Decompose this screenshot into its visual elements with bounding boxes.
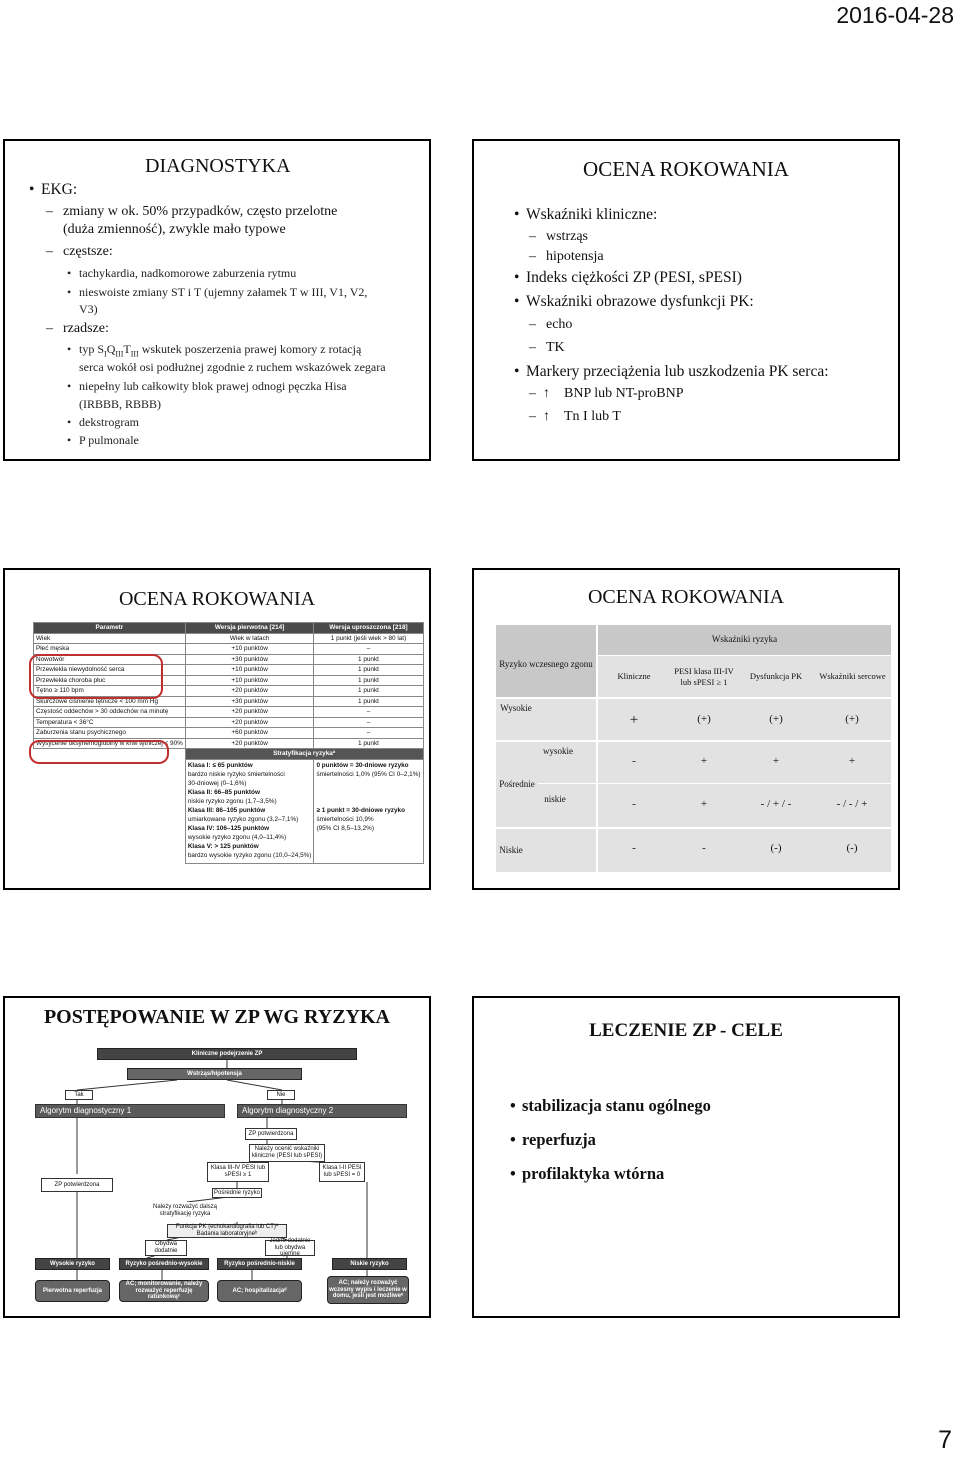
strat-line: Klasa I: ≤ 65 punktów bbox=[187, 761, 253, 769]
table-cell: Skurczowe ciśnienie tętnicze < 100 mm Hg bbox=[34, 696, 186, 707]
row-posrednie: Pośrednie bbox=[499, 778, 535, 789]
risk-value-cell: (-) bbox=[846, 842, 858, 855]
table-cell: Temperatura < 36°C bbox=[34, 717, 186, 728]
strat-line: 0 punktów = 30-dniowe ryzyko bbox=[316, 761, 409, 769]
risk-value-cell: - bbox=[632, 842, 636, 855]
strat-line: niskie ryzyko zgonu (1,7–3,5%) bbox=[187, 797, 277, 805]
box-posrednie: Pośrednie ryzyko bbox=[212, 1188, 262, 1198]
dash-item: – TK bbox=[546, 340, 565, 356]
treat-3: AC; hospitalizacjaᵈ bbox=[217, 1280, 302, 1302]
strat-line bbox=[316, 788, 420, 797]
table-cell: Nowotwór bbox=[34, 654, 186, 665]
risk-value-cell: + bbox=[772, 755, 780, 768]
treat-2: AC; monitorowanie, należy rozważyć reperfuzję ratunkowąᶜ bbox=[119, 1280, 209, 1302]
risk-table bbox=[496, 625, 891, 872]
table-cell: 1 punkt bbox=[314, 686, 423, 697]
table-cell: – bbox=[314, 728, 423, 739]
risk-value-cell: - / + / - bbox=[760, 798, 792, 811]
bullet-ekg: • EKG: bbox=[41, 181, 77, 199]
strat-line: bardzo wysokie ryzyko zgonu (10,0–24,5%) bbox=[187, 851, 312, 859]
bullet-item: • Wskaźniki obrazowe dysfunkcji PK: bbox=[526, 293, 754, 311]
box-nalezy-2: Należy rozważyć dalszą stratyfikację ryzyka bbox=[147, 1202, 223, 1220]
risk-value-cell: (+) bbox=[845, 713, 859, 726]
page-number: 7 bbox=[938, 1426, 952, 1454]
risk-value-cell: - bbox=[632, 798, 636, 811]
highlight-oval bbox=[29, 740, 169, 764]
bullet-item-cont: serca wokół osi podłużnej zgodnie z ruchem wskazówek zegara bbox=[79, 360, 386, 374]
treat-4: AC; należy rozważyć wczesny wypis i leczenie w domu, jeśli jest możliweᵉ bbox=[327, 1276, 409, 1304]
slide-title: DIAGNOSTYKA bbox=[145, 155, 291, 177]
slide-title: OCENA ROKOWANIA bbox=[587, 586, 785, 608]
table-row bbox=[34, 728, 424, 739]
box-zp-potwierdzona-2: ZP potwierdzona bbox=[41, 1178, 113, 1192]
risk-posrednio-niskie: Ryzyko pośrednio-niskie bbox=[217, 1258, 302, 1270]
bullet-item-cont: (IRBBB, RBBB) bbox=[79, 397, 162, 411]
slide-ocena-rokowania-2 bbox=[3, 568, 431, 890]
bullet-item: • tachykardia, nadkomorowe zaburzenia rytmu bbox=[79, 266, 296, 281]
table-row bbox=[34, 644, 424, 655]
risk-value-cell: + bbox=[629, 711, 639, 728]
header-ryzyko: Ryzyko wczesnego zgonu bbox=[496, 625, 596, 697]
slide-title: LECZENIE ZP - CELE bbox=[589, 1020, 783, 1041]
risk-wysokie: Wysokie ryzyko bbox=[35, 1258, 110, 1270]
strat-line: Klasa III: 86–105 punktów bbox=[187, 806, 266, 814]
risk-posrednio-wysokie: Ryzyko pośrednio-wysokie bbox=[119, 1258, 209, 1270]
table-header: Parametr bbox=[34, 623, 186, 634]
bullet-item: • niepełny lub całkowity blok prawej odnogi pęczka Hisa bbox=[79, 379, 347, 394]
table-cell: 1 punkt bbox=[314, 654, 423, 665]
bullet-item: • profilaktyka wtórna bbox=[522, 1164, 664, 1184]
risk-value-cell: (-) bbox=[770, 842, 782, 855]
table-cell: Wysycenie oksyhemoglobiny w krwi tętniczej < 90% bbox=[34, 738, 186, 749]
strat-left-cell bbox=[185, 759, 314, 863]
strat-line: wysokie ryzyko zgonu (4,0–11,4%) bbox=[187, 833, 287, 841]
table-cell: +30 punktów bbox=[185, 654, 314, 665]
strat-line bbox=[316, 797, 420, 806]
box-klasa-12: Klasa I-II PESI lub sPESI = 0 bbox=[319, 1162, 365, 1182]
strat-right bbox=[316, 761, 420, 833]
table-cell: Częstość oddechów > 30 oddechów na minutę bbox=[34, 707, 186, 718]
box-funkcja: Funkcja PK (echokardiografia lub CT)ª Badania laboratoryjneᵇ bbox=[167, 1224, 287, 1238]
slide-title: POSTĘPOWANIE W ZP WG RYZYKA bbox=[43, 1006, 391, 1028]
strat-line: śmiertelności 1,0% (95% CI 0–2,1%) bbox=[316, 770, 421, 778]
risk-niskie: Niskie ryzyko bbox=[332, 1258, 407, 1270]
table-cell: 1 punkt (jeśli wiek > 80 lat) bbox=[314, 633, 423, 644]
bullet-item-cont: V3) bbox=[79, 302, 98, 316]
slide-postepowanie bbox=[3, 996, 431, 1318]
risk-value-cell: (+) bbox=[769, 713, 783, 726]
bullet-item: • Indeks ciężkości ZP (PESI, sPESI) bbox=[526, 269, 742, 287]
table-row bbox=[34, 707, 424, 718]
col-kliniczne: Kliniczne bbox=[617, 671, 651, 682]
col-sercowe: Wskaźniki sercowe bbox=[819, 671, 886, 682]
bullet-item: • P pulmonale bbox=[79, 433, 139, 448]
table-cell: +20 punktów bbox=[185, 738, 314, 749]
header-wskazniki: Wskaźniki ryzyka bbox=[598, 625, 891, 655]
slide-title: OCENA ROKOWANIA bbox=[583, 157, 789, 181]
table-row bbox=[34, 717, 424, 728]
table-cell: Tętno ≥ 110 bpm bbox=[34, 686, 186, 697]
strat-line: umiarkowane ryzyko zgonu (3,2–7,1%) bbox=[187, 815, 299, 823]
col-pesi: PESI klasa III-IV lub sPESI ≥ 1 bbox=[674, 665, 734, 687]
table-cell: +20 punktów bbox=[185, 707, 314, 718]
table-cell: Wiek w latach bbox=[185, 633, 314, 644]
risk-value-cell: + bbox=[848, 755, 856, 768]
strat-line bbox=[316, 779, 420, 788]
dash-item: – zmiany w ok. 50% przypadków, często przelotne bbox=[63, 204, 337, 220]
box-algorytm-1: Algorytm diagnostyczny 1 bbox=[35, 1104, 225, 1118]
strat-line: Klasa II: 66–85 punktów bbox=[187, 788, 260, 796]
dash-item: – rzadsze: bbox=[63, 321, 109, 337]
strat-header: Stratyfikacja ryzykaª bbox=[185, 749, 423, 760]
highlight-oval bbox=[29, 654, 163, 699]
strat-line: śmiertelności 10,9% bbox=[316, 815, 374, 823]
strat-line: Klasa V: > 125 punktów bbox=[187, 842, 259, 850]
table-cell: +10 punktów bbox=[185, 675, 314, 686]
table-cell: Przewlekła niewydolność serca bbox=[34, 665, 186, 676]
strat-line: Klasa IV: 106–125 punktów bbox=[187, 824, 270, 832]
box-kliniczne: Kliniczne podejrzenie ZP bbox=[97, 1048, 357, 1060]
risk-value-cell: (+) bbox=[697, 713, 711, 726]
table-cell: – bbox=[314, 644, 423, 655]
table-cell: 1 punkt bbox=[314, 696, 423, 707]
strat-line: (95% CI 8,5–13,2%) bbox=[316, 824, 374, 832]
box-algorytm-2: Algorytm diagnostyczny 2 bbox=[237, 1104, 407, 1118]
dash-item: – częstsze: bbox=[63, 244, 113, 260]
table-cell: +20 punktów bbox=[185, 717, 314, 728]
table-cell: 1 punkt bbox=[314, 738, 423, 749]
bullet-item: • stabilizacja stanu ogólnego bbox=[522, 1096, 711, 1116]
row-niskie: Niskie bbox=[499, 844, 523, 855]
page-date: 2016-04-28 bbox=[836, 2, 954, 28]
table-cell: – bbox=[314, 717, 423, 728]
table-cell: Zaburzenia stanu psychicznego bbox=[34, 728, 186, 739]
box-zp-potwierdzona: ZP potwierdzona bbox=[245, 1128, 297, 1140]
box-klasa-34: Klasa III-IV PESI lub sPESI ≥ 1 bbox=[207, 1162, 269, 1182]
risk-value-cell: - bbox=[632, 755, 636, 768]
box-obydwa: Obydwa dodatnie bbox=[145, 1240, 187, 1256]
bullet-item: • reperfuzja bbox=[522, 1130, 596, 1150]
slide-ocena-rokowania-1 bbox=[472, 139, 900, 461]
table-cell: +10 punktów bbox=[185, 665, 314, 676]
bullet-item: • Wskaźniki kliniczne: bbox=[526, 206, 657, 224]
bullet-item: • dekstrogram bbox=[79, 415, 139, 430]
strat-line: ≥ 1 punkt = 30-dniowe ryzyko bbox=[316, 806, 405, 814]
bullet-item: • Markery przeciążenia lub uszkodzenia PK serca: bbox=[526, 363, 829, 381]
box-jedno: Jedno dodatnie lub obydwa ujemne bbox=[265, 1240, 315, 1256]
strat-line: bardzo niskie ryzyko śmiertelności bbox=[187, 770, 285, 778]
slide-ocena-rokowania-3 bbox=[472, 568, 900, 890]
table-cell: Płeć męska bbox=[34, 644, 186, 655]
dash-item: – wstrząs bbox=[546, 229, 588, 245]
slide-title: OCENA ROKOWANIA bbox=[118, 588, 316, 610]
dash-item-arrow bbox=[546, 409, 621, 425]
box-nie: Nie bbox=[267, 1090, 295, 1100]
strat-left bbox=[188, 761, 312, 860]
risk-value-cell: - bbox=[702, 842, 706, 855]
box-wstrzas: Wstrząs/hipotensja bbox=[127, 1068, 302, 1080]
table-cell: 1 punkt bbox=[314, 675, 423, 686]
dash-item: – hipotensja bbox=[546, 249, 604, 265]
table-cell: +20 punktów bbox=[185, 686, 314, 697]
strat-line: 30-dniowej (0–1,6%) bbox=[187, 779, 247, 787]
table-cell: +60 punktów bbox=[185, 728, 314, 739]
box-nalezy: Należy ocenić wskaźniki kliniczne (PESI lub sPESI) bbox=[249, 1144, 325, 1162]
bullet-item: • nieswoiste zmiany ST i T (ujemny załamek T w III, V1, V2, bbox=[79, 285, 367, 300]
table-cell: 1 punkt bbox=[314, 665, 423, 676]
bullet-item-sqt: • typ $S_IQ_{III}T_{III}$ wskutek poszerzenia prawej komory z rotacją bbox=[79, 342, 361, 358]
arrow-up-icon: ↑ Tn I lub T bbox=[564, 409, 621, 424]
table-header: Wersja uproszczona [218] bbox=[314, 623, 423, 634]
dash-item-arrow bbox=[546, 386, 684, 402]
risk-value-cell: + bbox=[700, 798, 708, 811]
table-row bbox=[34, 633, 424, 644]
dash-item-cont: (duża zmienność), zwykle mało typowe bbox=[63, 222, 286, 237]
dash-item: – echo bbox=[546, 317, 572, 333]
table-cell: Przewlekła choroba płuc bbox=[34, 675, 186, 686]
arrow-up-icon: ↑ BNP lub NT-proBNP bbox=[564, 386, 684, 401]
slide-diagnostyka bbox=[3, 139, 431, 461]
flowchart bbox=[27, 1046, 412, 1308]
col-dysfunkcja: Dysfunkcja PK bbox=[749, 671, 803, 682]
table-cell: +30 punktów bbox=[185, 696, 314, 707]
table-cell: +10 punktów bbox=[185, 644, 314, 655]
treat-1: Pierwotna reperfuzja bbox=[35, 1280, 110, 1302]
box-tak: Tak bbox=[65, 1090, 93, 1100]
strat-right-cell bbox=[314, 759, 423, 863]
sub-niskie: niskie bbox=[544, 794, 566, 805]
sub-wysokie: wysokie bbox=[543, 746, 573, 757]
slide-leczenie bbox=[472, 996, 900, 1318]
risk-value-cell: + bbox=[700, 755, 708, 768]
table-cell: – bbox=[314, 707, 423, 718]
risk-value-cell: - / - / + bbox=[836, 798, 868, 811]
table-header: Wersja pierwotna [214] bbox=[185, 623, 314, 634]
table-cell: Wiek bbox=[34, 633, 186, 644]
row-wysokie: Wysokie bbox=[500, 703, 532, 714]
